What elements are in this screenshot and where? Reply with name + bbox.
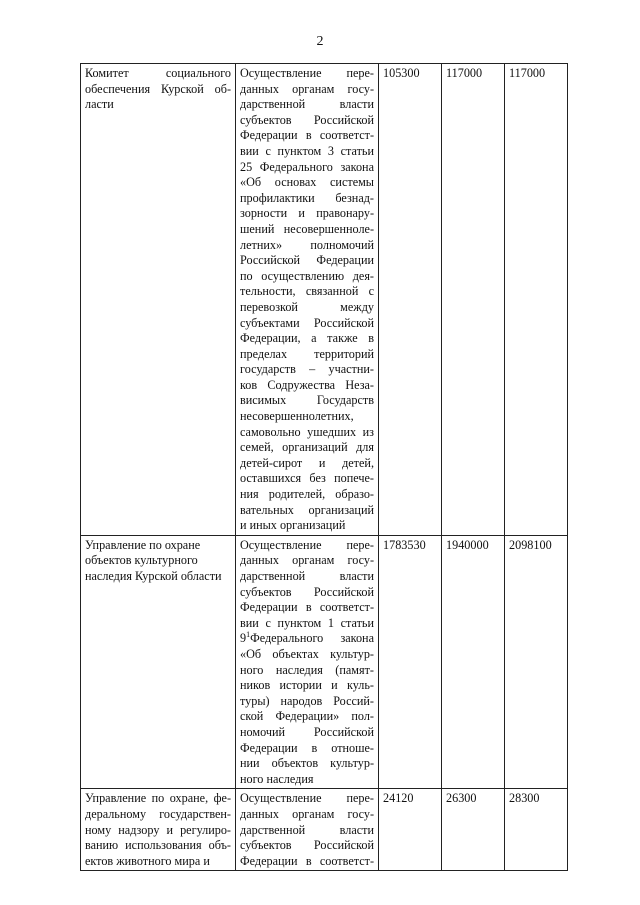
table-row [81,64,568,536]
description-line: Российской Федерации [240,253,374,268]
description-line: данных органам госу- [240,806,374,821]
description-line: Федерации, а также в [240,331,374,346]
organization-line: ласти [85,97,114,112]
amount-year-1-cell: 24120 [379,789,442,871]
description-cell [236,535,379,789]
description-line: ного наследия (памят- [240,662,374,677]
description-line: висимых Государств [240,393,374,408]
description-line: ков Содружества Неза- [240,377,374,392]
organization-line: наследия Курской области [85,569,222,583]
description-line: субъектов Российской [240,838,374,853]
budget-table [80,63,568,871]
amount-year-2-cell: 117000 [442,64,505,536]
description-line: нии объектов культур- [240,756,374,771]
description-line: Федерации в соответст- [240,853,374,868]
description-line: тельности, связанной с [240,284,374,299]
description-cell [236,789,379,871]
description-line: по осуществлению дея- [240,268,374,283]
amount-year-1-cell: 1783530 [379,535,442,789]
article-superscript: 1 [246,630,251,640]
description-cell [236,64,379,536]
description-line: вательных организаций [240,502,374,517]
description-line: Осуществление пере- [240,791,374,806]
description-line: шений несовершенноле- [240,221,374,236]
description-line: субъектов Российской [240,584,374,599]
description-text: Федерального закона [250,631,374,646]
amount-year-3-cell: 117000 [505,64,568,536]
organization-line: объектов культурного [85,553,198,568]
amount-year-3-cell: 28300 [505,789,568,871]
organization-line: ектов животного мира и [85,853,210,868]
page-number: 2 [316,34,324,49]
description-line: Осуществление пере- [240,537,374,552]
description-line: ного наследия [240,771,314,786]
description-line: данных органам госу- [240,553,374,568]
table-row [81,789,568,871]
organization-line: Комитет социального [85,66,231,80]
description-line [240,631,374,647]
description-line: «Об основах системы [240,175,374,190]
description-line: семей, организаций для [240,440,374,455]
description-line: ской Федерации» пол- [240,709,374,724]
description-line: дарственной власти [240,97,374,112]
description-line: вии с пунктом 1 статьи [240,615,374,630]
organization-cell [81,535,236,789]
organization-line: обеспечения Курской об- [85,81,231,96]
description-line: несовершеннолетних, [240,409,354,424]
description-line: самовольно ушедших из [240,424,374,439]
description-line: вии с пунктом 3 статьи [240,143,374,158]
description-line: перевозкой между [240,299,374,314]
description-line: профилактики безнад- [240,190,374,205]
amount-year-1-cell: 105300 [379,64,442,536]
description-line: Осуществление пере- [240,66,374,80]
description-line: данных органам госу- [240,81,374,96]
description-line: номочий Российской [240,724,374,739]
description-line: туры) народов Россий- [240,693,374,708]
organization-line: ному надзору и регулиро- [85,822,231,837]
description-line: «Об объектах культур- [240,646,374,661]
description-line: пределах территорий [240,346,374,361]
description-line: субъектов Российской [240,112,374,127]
organization-cell [81,64,236,536]
description-line: и иных организаций [240,518,346,533]
description-line: дарственной власти [240,822,374,837]
description-line: государств – участни- [240,362,374,377]
article-number: 9 [240,631,247,646]
description-line: Федерации в соответст- [240,600,374,615]
table-row [81,535,568,789]
description-line: 25 Федерального закона [240,159,374,174]
description-line: зорности и правонару- [240,206,374,221]
amount-year-3-cell: 2098100 [505,535,568,789]
description-line: дарственной власти [240,569,374,583]
description-line: Федерации в отноше- [240,740,374,755]
description-line: Федерации в соответст- [240,128,374,143]
description-line: ния родителей, образо- [240,487,374,502]
description-line: субъектами Российской [240,315,374,330]
description-line: оставшихся без попече- [240,471,374,486]
organization-line: Управление по охране [85,537,201,552]
amount-year-2-cell: 1940000 [442,535,505,789]
description-line: ников истории и куль- [240,678,374,693]
amount-year-2-cell: 26300 [442,789,505,871]
description-line: летних» полномочий [240,237,374,252]
organization-line: ванию использования объ- [85,838,231,853]
organization-cell [81,789,236,871]
organization-line: деральному государствен- [85,806,231,821]
description-line: детей-сирот и детей, [240,455,374,470]
organization-line: Управление по охране, фе- [85,791,231,806]
